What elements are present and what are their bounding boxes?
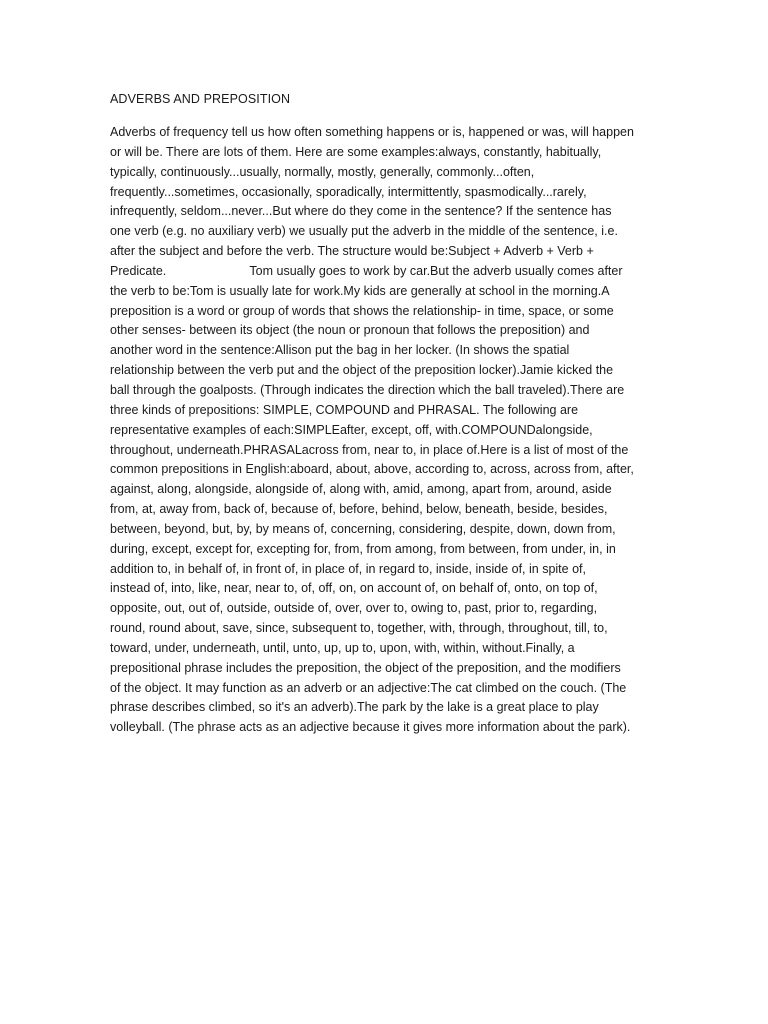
body-text-line: other senses- between its object (the noun or pronoun that follows the preposition) and bbox=[110, 323, 590, 338]
body-text-line: the verb to be:Tom is usually late for work.My kids are generally at school in the morning.A bbox=[110, 283, 610, 298]
body-text-line: three kinds of prepositions: SIMPLE, COMPOUND and PHRASAL. The following are bbox=[110, 402, 579, 417]
body-text-line: opposite, out, out of, outside, outside of, over, over to, owing to, past, prior to, regarding, bbox=[110, 601, 598, 616]
body-text-line: representative examples of each:SIMPLEafter, except, off, with.COMPOUNDalongside, bbox=[110, 422, 593, 437]
body-text-line: round, round about, save, since, subsequent to, together, with, through, throughout, till, to, bbox=[110, 621, 608, 636]
document-body bbox=[110, 123, 650, 738]
body-text-line: frequently...sometimes, occasionally, sporadically, intermittently, spasmodically...rarely, bbox=[110, 184, 587, 199]
body-text-line: after the subject and before the verb. The structure would be:Subject + Adverb + Verb + bbox=[110, 244, 594, 259]
body-text-line: Adverbs of frequency tell us how often something happens or is, happened or was, will happen bbox=[110, 125, 634, 139]
body-text-line: volleyball. (The phrase acts as an adjective because it gives more information about the park). bbox=[110, 720, 631, 735]
body-text-line: instead of, into, like, near, near to, of, off, on, on account of, on behalf of, onto, on top of, bbox=[110, 581, 598, 596]
body-text-line: preposition is a word or group of words that shows the relationship- in time, space, or some bbox=[110, 303, 614, 318]
body-text-line: throughout, underneath.PHRASALacross from, near to, in place of.Here is a list of most of the bbox=[110, 442, 629, 457]
body-text-line: Predicate. Tom usually goes to work by car.But the adverb usually comes after bbox=[110, 263, 623, 278]
body-text-line: toward, under, underneath, until, unto, up, up to, upon, with, within, without.Finally, a bbox=[110, 640, 575, 655]
document-title: ADVERBS AND PREPOSITION bbox=[110, 92, 291, 106]
body-text-line: addition to, in behalf of, in front of, in place of, in regard to, inside, inside of, in spite of, bbox=[110, 561, 586, 576]
body-text-line: ball through the goalposts. (Through indicates the direction which the ball traveled).There are bbox=[110, 382, 625, 397]
body-text-line: phrase describes climbed, so it's an adverb).The park by the lake is a great place to play bbox=[110, 700, 599, 715]
body-text-line: of the object. It may function as an adverb or an adjective:The cat climbed on the couch. (The bbox=[110, 680, 627, 695]
body-text-line: typically, continuously...usually, normally, mostly, generally, commonly...often, bbox=[110, 164, 535, 179]
body-text-line: or will be. There are lots of them. Here are some examples:always, constantly, habitually, bbox=[110, 144, 602, 159]
body-text-line: prepositional phrase includes the preposition, the object of the preposition, and the modifiers bbox=[110, 660, 621, 675]
body-text-line: against, along, alongside, alongside of, along with, amid, among, apart from, around, aside bbox=[110, 482, 612, 497]
body-text-line: infrequently, seldom...never...But where do they come in the sentence? If the sentence has bbox=[110, 204, 612, 219]
body-text-line: common prepositions in English:aboard, about, above, according to, across, across from, after, bbox=[110, 462, 634, 477]
body-text-line: during, except, except for, excepting for, from, from among, from between, from under, in, in bbox=[110, 541, 616, 556]
body-text-line: another word in the sentence:Allison put the bag in her locker. (In shows the spatial bbox=[110, 343, 570, 358]
body-text-line: between, beyond, but, by, by means of, concerning, considering, despite, down, down from, bbox=[110, 521, 616, 536]
body-text-line: from, at, away from, back of, because of, before, behind, below, beneath, beside, besides, bbox=[110, 502, 608, 517]
body-text-line: relationship between the verb put and the object of the preposition locker).Jamie kicked the bbox=[110, 363, 614, 378]
body-text-line: one verb (e.g. no auxiliary verb) we usually put the adverb in the middle of the sentence, i.e. bbox=[110, 224, 618, 239]
